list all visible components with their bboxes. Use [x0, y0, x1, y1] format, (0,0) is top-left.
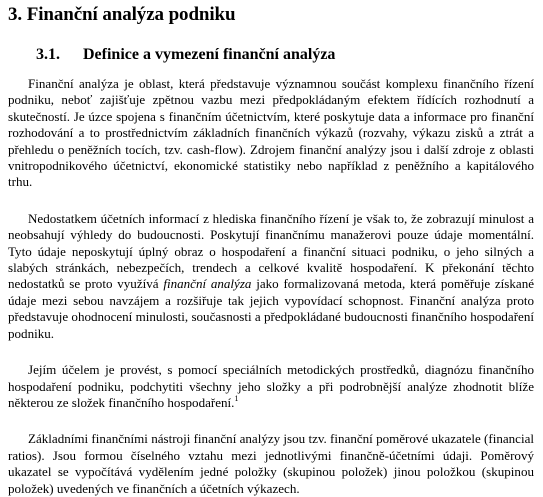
footnote-reference[interactable]: 1 [234, 393, 239, 403]
paragraph-definition: Finanční analýza je oblast, která představuje významnou součást komplexu finančního řízení podniku, neboť zajišťuje zpětnou vazbu mezi předpokládaným efektem řídících rozhodnutí a skutečností. Je úzce spojena s finančním účetnictvím, které poskytuje data a informace pro finanční rozhodování a to prostřednictvím základních finančních výkazů (rozvahy, výkazu zisků a ztrát a přehledu o peněžních tocích, tzv. cash-flow). Zdrojem finanční analýzy jsou i další zdroje z oblasti vnitropodnikového účetnictví, ekonomické statistiky nebo například z peněžního a kapitálového trhu. [8, 76, 534, 190]
section-title: Definice a vymezení finanční analýza [83, 46, 336, 63]
document-body [8, 76, 534, 497]
section-heading [36, 45, 534, 65]
paragraph-purpose [8, 362, 534, 411]
section-number: 3.1. [36, 46, 60, 63]
paragraph-ratios: Základními finančními nástroji finanční analýzy jsou tzv. finanční poměrové ukazatele (financial ratios). Jsou formou číselného vztahu mezi jednotlivými finančně-účetními údaji. Poměrový ukazatel se vypočítává vydělením jedné položky (skupinou položek) jinou položkou (skupinou položek) uvedených ve finančních a účetních výkazech. [8, 431, 534, 496]
paragraph-text: Nedostatkem účetních informací z hlediska finančního řízení je však to, že zobrazují minulost a neobsahují výhledy do budoucnosti. Poskytují finančnímu manažerovi pouze údaje momentální. Tyto údaje neposkytují úplný obraz o hospodaření a finanční situaci podniku, o jeho silných a slabých stránkách, nebezpečích, trendech a celkové kvalitě hospodaření. K překonání těchto nedostatků se proto využívá [8, 210, 534, 292]
emphasized-term: finanční analýza [163, 276, 252, 292]
paragraph-text: Jejím účelem je provést, s pomocí speciálních metodických prostředků, diagnózu finančního hospodaření podniku, podchytiti všechny jeho složky a při podrobnější analýze zhodnotit blíže některou ze složek finančního hospodaření. [8, 362, 534, 410]
paragraph-text: jako formalizovaná metoda, která poměřuje získané údaje mezi sebou navzájem a rozšiřuje tak jejich vypovídací schopnost. Finanční analýza proto představuje ohodnocení minulosti, současnosti a předpokládané budoucnosti finančního hospodaření podniku. [8, 276, 535, 341]
chapter-heading: 3. Finanční analýza podniku [8, 4, 236, 25]
paragraph-shortcomings [8, 211, 534, 342]
